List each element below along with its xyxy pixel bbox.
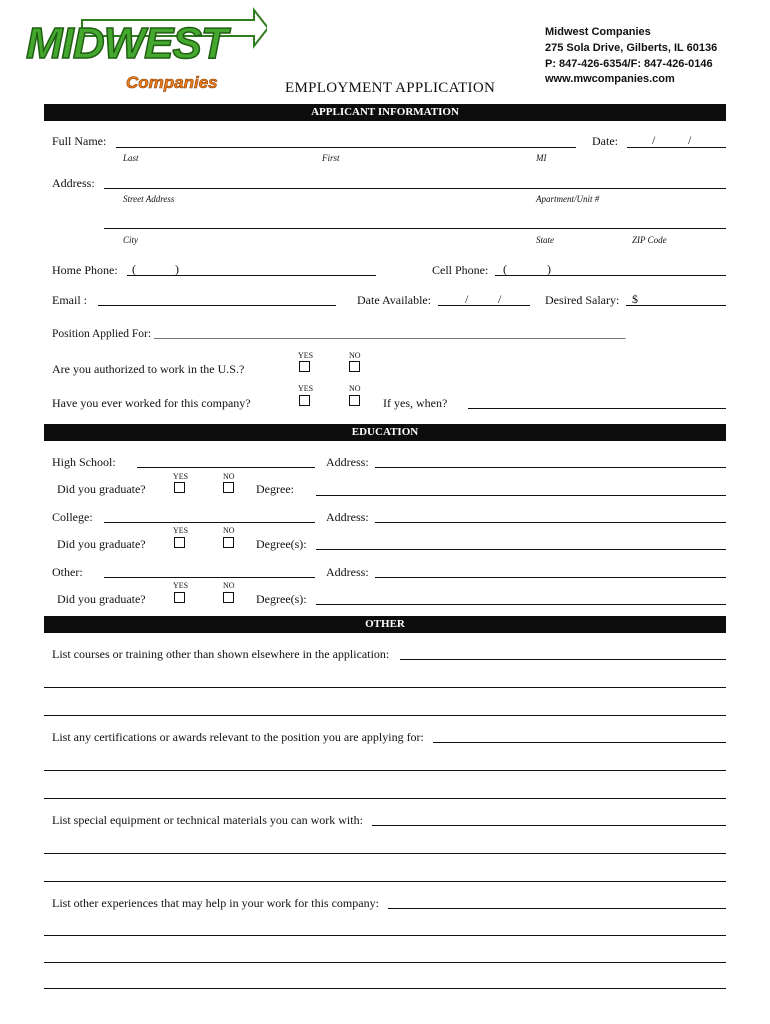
form-title: EMPLOYMENT APPLICATION [285, 80, 496, 96]
if-yes-when-field[interactable] [468, 408, 726, 409]
college-no-checkbox[interactable] [223, 537, 234, 548]
college-yes-label: YES [173, 526, 189, 535]
authorized-yes-label: YES [298, 351, 314, 360]
college-yes-checkbox[interactable] [174, 537, 185, 548]
college-degrees-label: Degree(s): [256, 537, 307, 551]
other-degrees-field[interactable] [316, 604, 726, 605]
section-education: EDUCATION [44, 424, 726, 441]
zip-caption: ZIP Code [632, 235, 667, 245]
mi-caption: MI [536, 153, 547, 163]
college-address-field[interactable] [375, 522, 726, 523]
other-degrees-label: Degree(s): [256, 592, 307, 606]
experiences-prompt: List other experiences that may help in your work for this company: [52, 896, 379, 910]
experiences-field-1[interactable] [388, 908, 726, 909]
position-applied-field[interactable]: Position Applied For: __________________________________________________________________________________ [52, 328, 626, 340]
hs-graduate-question: Did you graduate? [57, 482, 146, 496]
desired-salary-label: Desired Salary: [545, 293, 620, 307]
courses-prompt: List courses or training other than shown elsewhere in the application: [52, 647, 390, 661]
college-no-label: NO [223, 526, 235, 535]
city-caption: City [123, 235, 138, 245]
equipment-field-3[interactable] [44, 881, 726, 882]
date-available-slash-2: / [498, 292, 502, 306]
street-address-field[interactable] [104, 188, 726, 189]
logo-subtitle: Companies [126, 73, 218, 92]
company-logo [22, 6, 267, 98]
section-applicant-information: APPLICANT INFORMATION [44, 104, 726, 121]
address-label: Address: [52, 176, 95, 190]
date-label: Date: [592, 134, 618, 148]
worked-no-checkbox[interactable] [349, 395, 360, 406]
company-name: Midwest Companies [545, 26, 651, 38]
hs-yes-checkbox[interactable] [174, 482, 185, 493]
other-no-checkbox[interactable] [223, 592, 234, 603]
email-label: Email : [52, 293, 87, 307]
dollar-sign: $ [632, 292, 638, 306]
full-name-label: Full Name: [52, 134, 107, 148]
worked-no-label: NO [349, 384, 361, 393]
company-phone: P: 847-426-6354/F: 847-426-0146 [545, 58, 713, 70]
high-school-field[interactable] [137, 467, 315, 468]
college-address-label: Address: [326, 510, 369, 524]
email-field[interactable] [98, 305, 336, 306]
high-school-label: High School: [52, 455, 116, 469]
equipment-field-1[interactable] [372, 825, 726, 826]
cell-phone-paren-close: ) [547, 262, 551, 276]
company-address: 275 Sola Drive, Gilberts, IL 60136 [545, 42, 718, 54]
state-caption: State [536, 235, 554, 245]
high-school-address-label: Address: [326, 455, 369, 469]
cell-phone-field[interactable] [495, 275, 726, 276]
city-state-zip-field[interactable] [104, 228, 726, 229]
worked-yes-checkbox[interactable] [299, 395, 310, 406]
high-school-address-field[interactable] [375, 467, 726, 468]
home-phone-paren-open: ( [132, 262, 136, 276]
apartment-caption: Apartment/Unit # [536, 194, 600, 204]
certifications-field-1[interactable] [433, 742, 726, 743]
home-phone-field[interactable] [127, 275, 376, 276]
hs-degree-label: Degree: [256, 482, 294, 496]
desired-salary-field[interactable] [626, 305, 726, 306]
date-field[interactable] [627, 147, 726, 148]
authorized-yes-checkbox[interactable] [299, 361, 310, 372]
company-website: www.mwcompanies.com [545, 73, 675, 85]
last-name-caption: Last [123, 153, 139, 163]
other-address-field[interactable] [375, 577, 726, 578]
college-field[interactable] [104, 522, 315, 523]
college-graduate-question: Did you graduate? [57, 537, 146, 551]
date-available-slash-1: / [465, 292, 469, 306]
experiences-field-2[interactable] [44, 935, 726, 936]
other-yes-checkbox[interactable] [174, 592, 185, 603]
cell-phone-paren-open: ( [503, 262, 507, 276]
date-available-label: Date Available: [357, 293, 432, 307]
experiences-field-4[interactable] [44, 988, 726, 989]
home-phone-paren-close: ) [175, 262, 179, 276]
equipment-prompt: List special equipment or technical materials you can work with: [52, 813, 363, 827]
other-school-field[interactable] [104, 577, 315, 578]
college-label: College: [52, 510, 93, 524]
other-no-label: NO [223, 581, 235, 590]
courses-field-3[interactable] [44, 715, 726, 716]
other-address-label: Address: [326, 565, 369, 579]
hs-no-checkbox[interactable] [223, 482, 234, 493]
other-graduate-question: Did you graduate? [57, 592, 146, 606]
cell-phone-label: Cell Phone: [432, 263, 489, 277]
experiences-field-3[interactable] [44, 962, 726, 963]
hs-yes-label: YES [173, 472, 189, 481]
section-other: OTHER [44, 616, 726, 633]
date-slash-2: / [688, 133, 692, 147]
courses-field-1[interactable] [400, 659, 726, 660]
equipment-field-2[interactable] [44, 853, 726, 854]
hs-no-label: NO [223, 472, 235, 481]
hs-degree-field[interactable] [316, 495, 726, 496]
logo-wordmark: MIDWEST [26, 19, 227, 68]
full-name-field[interactable] [116, 147, 576, 148]
if-yes-when-label: If yes, when? [383, 396, 448, 410]
date-slash-1: / [652, 133, 656, 147]
home-phone-label: Home Phone: [52, 263, 118, 277]
authorized-no-label: NO [349, 351, 361, 360]
college-degrees-field[interactable] [316, 549, 726, 550]
other-school-label: Other: [52, 565, 83, 579]
certifications-field-2[interactable] [44, 770, 726, 771]
worked-before-question: Have you ever worked for this company? [52, 396, 251, 410]
date-available-field[interactable] [438, 305, 530, 306]
certifications-prompt: List any certifications or awards relevant to the position you are applying for: [52, 730, 424, 744]
certifications-field-3[interactable] [44, 798, 726, 799]
courses-field-2[interactable] [44, 687, 726, 688]
authorized-no-checkbox[interactable] [349, 361, 360, 372]
street-address-caption: Street Address [123, 194, 175, 204]
first-name-caption: First [322, 153, 340, 163]
other-yes-label: YES [173, 581, 189, 590]
authorized-question: Are you authorized to work in the U.S.? [52, 362, 245, 376]
worked-yes-label: YES [298, 384, 314, 393]
